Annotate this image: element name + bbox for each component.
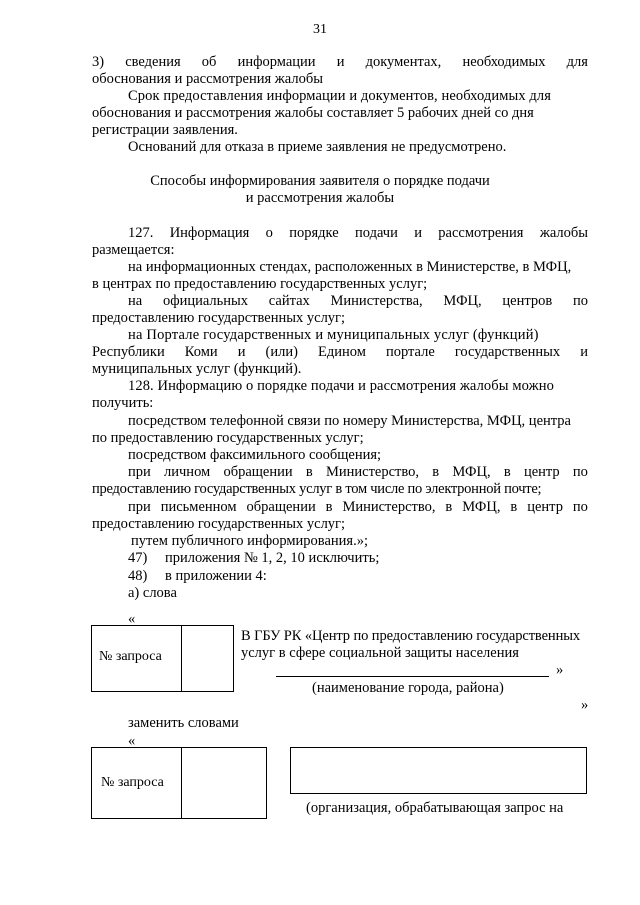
word: в xyxy=(432,464,440,480)
word: и xyxy=(414,225,422,241)
paragraph-line: размещается: xyxy=(92,242,175,258)
paragraph-line: обоснования и рассмотрения жалобы xyxy=(92,71,323,87)
paragraph-line: посредством факсимильного сообщения; xyxy=(128,447,382,463)
word: документах, xyxy=(365,54,442,70)
quote-close: » xyxy=(556,662,564,678)
box-divider xyxy=(181,748,182,818)
word: в xyxy=(510,499,518,515)
paragraph-line: приложения № 1, 2, 10 исключить; xyxy=(165,550,380,566)
word: Информация xyxy=(169,225,250,241)
word: письменном xyxy=(160,499,237,515)
word: Едином xyxy=(317,344,366,360)
quote-open: « xyxy=(128,611,136,627)
word: подачи xyxy=(354,225,398,241)
section-heading: и рассмотрения жалобы xyxy=(245,190,395,206)
organization-box xyxy=(290,747,587,794)
word: портале xyxy=(385,344,435,360)
word: МФЦ, xyxy=(452,464,491,480)
paragraph-line: обоснования и рассмотрения жалобы составляет 5 рабочих дней со дня xyxy=(92,105,534,121)
word: об xyxy=(201,54,217,70)
word: сведения xyxy=(125,54,181,70)
box-divider xyxy=(181,626,182,691)
paragraph-line: предоставлению государственных услуг; xyxy=(92,516,346,532)
word: центр xyxy=(523,464,560,480)
word: Министерство, xyxy=(342,499,436,515)
quote-close: » xyxy=(581,697,589,713)
word: по xyxy=(572,499,588,515)
word: МФЦ, xyxy=(443,293,482,309)
word: Министерства, xyxy=(330,293,423,309)
paragraph-line: Оснований для отказа в приеме заявления не предусмотрено. xyxy=(128,139,507,155)
word: о xyxy=(265,225,273,241)
paragraph-line xyxy=(128,464,588,481)
word: обращении xyxy=(223,464,293,480)
word: в xyxy=(503,464,511,480)
address-line: услуг в сфере социальной защиты населения xyxy=(241,645,519,661)
word: жалобы xyxy=(539,225,588,241)
section-heading: Способы информирования заявителя о порядке подачи xyxy=(150,173,490,189)
paragraph-line: а) слова xyxy=(128,585,177,601)
paragraph-line xyxy=(128,225,588,242)
word: центр xyxy=(527,499,563,515)
word: в xyxy=(305,464,313,480)
paragraph-line xyxy=(92,54,588,71)
page-number: 31 xyxy=(313,22,327,37)
word: Министерство, xyxy=(325,464,420,480)
paragraph-line: на Портале государственных и муниципальных услуг (функций) xyxy=(128,327,539,343)
paragraph-line: заменить словами xyxy=(128,715,239,731)
word: и xyxy=(237,344,246,360)
paragraph-line: предоставлению государственных услуг; xyxy=(92,310,346,326)
word: и xyxy=(336,54,345,70)
word: в xyxy=(325,499,333,515)
paragraph-line: муниципальных услуг (функций). xyxy=(92,361,302,377)
paragraph-line: Срок предоставления информации и документов, необходимых для xyxy=(128,88,552,104)
word: в xyxy=(445,499,453,515)
word: официальных xyxy=(162,293,249,309)
paragraph-line: посредством телефонной связи по номеру Министерства, МФЦ, центра xyxy=(128,413,571,429)
word: МФЦ, xyxy=(462,499,501,515)
word: по xyxy=(572,464,588,480)
word: (или) xyxy=(265,344,298,360)
word: сайтах xyxy=(268,293,310,309)
paragraph-line: в центрах по предоставлению государственных услуг; xyxy=(92,276,428,292)
word: Коми xyxy=(184,344,218,360)
word: на xyxy=(128,293,143,309)
paragraph-line: регистрации заявления. xyxy=(92,122,238,138)
word: информации xyxy=(237,54,316,70)
word: порядке xyxy=(289,225,339,241)
paragraph-line xyxy=(92,344,588,361)
word: при xyxy=(128,499,151,515)
paragraph-line: предоставлению государственных услуг в том числе по электронной почте; xyxy=(92,481,542,497)
address-line: В ГБУ РК «Центр по предоставлению государственных xyxy=(241,628,581,644)
field-caption: (организация, обрабатывающая запрос на xyxy=(306,800,564,816)
quote-open: « xyxy=(128,733,136,749)
paragraph-line: 128. Информацию о порядке подачи и рассмотрения жалобы можно xyxy=(128,378,554,394)
word: центров xyxy=(502,293,553,309)
paragraph-line xyxy=(128,293,588,310)
word: 127. xyxy=(128,225,154,241)
paragraph-line: получить: xyxy=(92,395,154,411)
word: личном xyxy=(164,464,211,480)
word: необходимых xyxy=(462,54,546,70)
paragraph-line: в приложении 4: xyxy=(165,568,267,584)
word: по xyxy=(572,293,588,309)
list-marker: 47) xyxy=(128,550,148,566)
word: государственных xyxy=(454,344,561,360)
paragraph-line xyxy=(128,499,588,516)
list-marker: 3) xyxy=(92,54,105,70)
word: для xyxy=(566,54,588,70)
word: Республики xyxy=(92,344,165,360)
word: рассмотрения xyxy=(438,225,524,241)
request-number-label: № запроса xyxy=(101,775,164,790)
paragraph-line: на информационных стендах, расположенных в Министерстве, в МФЦ, xyxy=(128,259,572,275)
paragraph-line: по предоставлению государственных услуг; xyxy=(92,430,364,446)
list-marker: 48) xyxy=(128,568,148,584)
paragraph-line: путем публичного информирования.»; xyxy=(131,533,368,549)
word: обращении xyxy=(246,499,316,515)
request-number-label: № запроса xyxy=(99,649,162,664)
blank-city-line xyxy=(276,676,549,677)
word: и xyxy=(580,344,588,360)
field-caption: (наименование города, района) xyxy=(312,680,504,696)
word: при xyxy=(128,464,151,480)
